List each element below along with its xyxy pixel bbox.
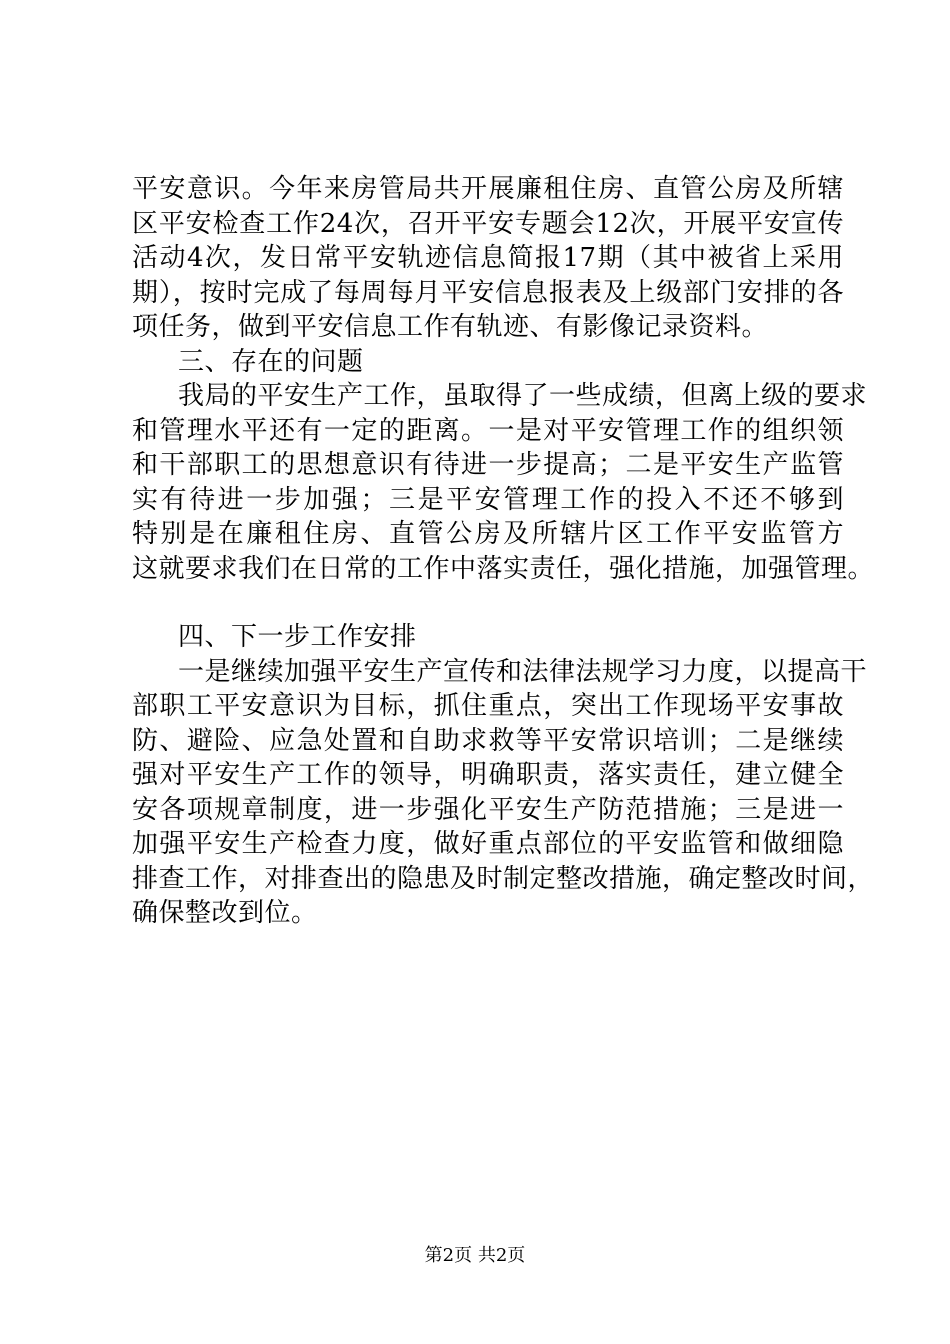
section-heading-next-steps: 四、下一步工作安排 [178,622,417,652]
text-line: 排查工作，对排查出的隐患及时制定整改措施，确定整改时间， [132,863,875,894]
text-line: 项任务，做到平安信息工作有轨迹、有影像记录资料。 [132,312,769,342]
paragraph-problems [132,379,875,586]
text-line: 这就要求我们在日常的工作中落实责任，强化措施，加强管理。 [132,553,875,584]
text-line: 区平安检查工作24次，召开平安专题会12次，开展平安宣传 [132,208,844,239]
document-body [132,172,875,931]
text-line: 加强平安生产检查力度，做好重点部位的平安监管和做细隐 [132,829,844,859]
text-line: 防、避险、应急处置和自助求救等平安常识培训；二是继续 [132,725,844,756]
text-line: 安各项规章制度，进一步强化平安生产防范措施；三是进一 [132,794,844,825]
text-line: 确保整改到位。 [132,898,318,928]
text-line: 一是继续加强平安生产宣传和法律法规学习力度，以提高干 [178,656,868,687]
section-heading-problems: 三、存在的问题 [178,346,364,377]
text-line: 特别是在廉租住房、直管公房及所辖片区工作平安监管方 [132,519,844,549]
paragraph-continued [132,172,844,345]
text-line: 和干部职工的思想意识有待进一步提高；二是平安生产监管 [132,450,844,480]
text-line: 期），按时完成了每周每月平安信息报表及上级部门安排的各 [132,277,844,308]
text-line: 和管理水平还有一定的距离。一是对平安管理工作的组织领 [132,415,844,446]
text-line: 部职工平安意识为目标，抓住重点，突出工作现场平安事故 [132,691,844,721]
text-line: 平安意识。今年来房管局共开展廉租住房、直管公房及所辖 [132,174,844,204]
paragraph-gap [132,586,844,620]
text-line: 我局的平安生产工作，虽取得了一些成绩，但离上级的要求 [178,381,868,411]
page-number-footer: 第2页 共2页 [424,1245,526,1266]
text-line: 活动4次，发日常平安轨迹信息简报17期（其中被省上采用 [132,243,844,273]
paragraph-plan [132,655,875,931]
text-line: 实有待进一步加强；三是平安管理工作的投入不还不够到 [132,484,844,515]
text-line: 强对平安生产工作的领导，明确职责，落实责任，建立健全 [132,760,844,790]
